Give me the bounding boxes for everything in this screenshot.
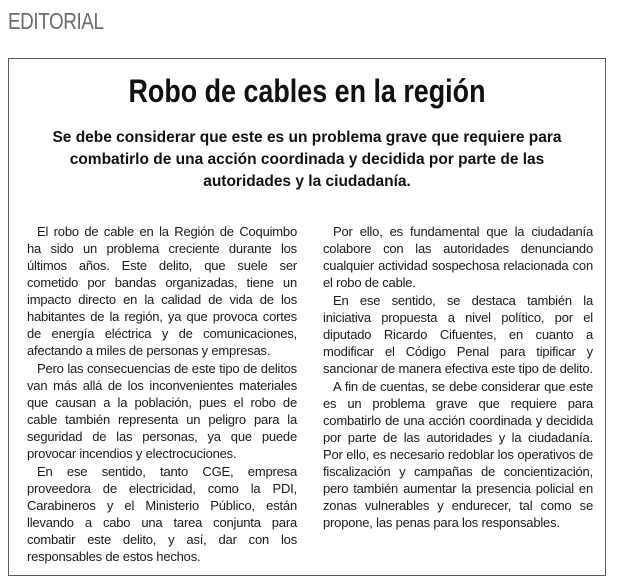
article-column-left — [27, 223, 297, 566]
paragraph: Por ello, es fundamental que la ciudadanía colabore con las autoridades denunciando cualquier actividad sospechosa relacionada con el robo de cable. — [323, 224, 593, 290]
article-headline: Robo de cables en la región — [128, 73, 486, 109]
paragraph: En ese sentido, se destaca también la iniciativa propuesta a nivel político, por el diputado Ricardo Cifuentes, en cuanto a modificar el Código Penal para tipificar y sancionar de manera efectiva este tipo de delito. — [323, 293, 593, 376]
article-deck: Se debe considerar que este es un problema grave que requiere para combatirlo de una acción coordinada y decidida por parte de las autoridades y la ciudadanía. — [52, 129, 562, 190]
paragraph: A fin de cuentas, se debe considerar que este es un problema grave que requiere para combatirlo de una acción coordinada y decidida por parte de las autoridades y la ciudadanía. Por ello, es necesario redoblar los operativos de fiscalización y campañas de concientización, pero también aumentar la presencia policial en zonas vulnerables y endurecer, tal como se propone, las penas para los responsables. — [323, 379, 593, 530]
section-label: EDITORIAL — [8, 8, 104, 34]
paragraph: El robo de cable en la Región de Coquimbo ha sido un problema creciente durante los últimos años. Este delito, que suele ser cometido por bandas organizadas, tiene un impacto directo en la calidad de vida de los habitantes de la región, ya que provoca cortes de energía eléctrica y de comunicaciones, afectando a miles de personas y empresas. — [27, 224, 297, 358]
paragraph: En ese sentido, tanto CGE, empresa proveedora de electricidad, como la PDI, Carabineros y el Ministerio Público, están llevando a cabo una tarea conjunta para combatir este delito, y así, dar con los responsables de estos hechos. — [27, 464, 297, 564]
paragraph: Pero las consecuencias de este tipo de delitos van más allá de los inconvenientes materiales que causan a la población, pues el robo de cable también representa un peligro para la seguridad de las personas, ya que puede provocar incendios y electrocuciones. — [27, 361, 297, 461]
article-frame — [8, 58, 606, 576]
article-column-right — [323, 223, 593, 532]
